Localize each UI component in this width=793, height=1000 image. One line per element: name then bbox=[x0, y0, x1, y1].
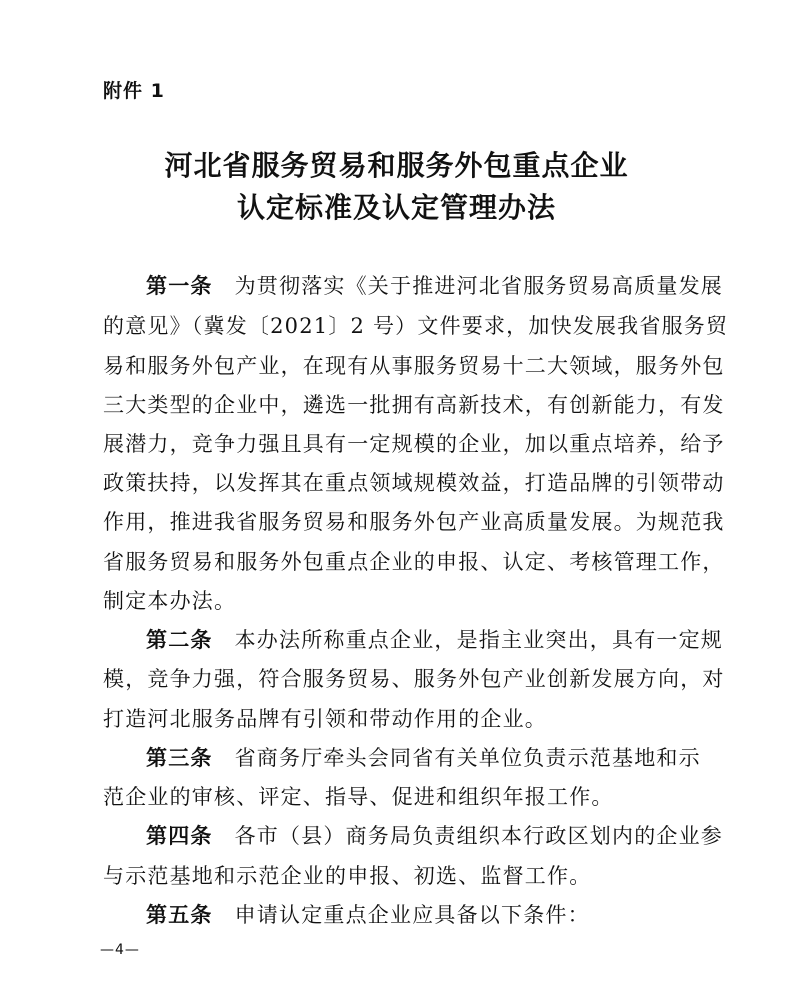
article-1-first-line bbox=[146, 272, 723, 300]
article-1-line: 的意见》（冀发〔2021〕2 号）文件要求，加快发展我省服务贸 bbox=[103, 314, 729, 338]
article-2-first-line bbox=[146, 626, 723, 654]
article-5-label: 第五条 bbox=[146, 903, 213, 927]
article-3-label: 第三条 bbox=[146, 746, 213, 770]
article-5-text: 申请认定重点企业应具备以下条件： bbox=[234, 903, 590, 927]
page-number: —4— bbox=[100, 942, 140, 958]
article-1-text: 为贯彻落实《关于推进河北省服务贸易高质量发展 bbox=[234, 274, 724, 298]
article-2-label: 第二条 bbox=[146, 628, 213, 652]
article-1-line: 制定本办法。 bbox=[103, 589, 237, 613]
article-1-line: 三大类型的企业中，遴选一批拥有高新技术，有创新能力，有发 bbox=[103, 393, 725, 417]
article-1-line: 省服务贸易和服务外包重点企业的申报、认定、考核管理工作， bbox=[103, 550, 725, 574]
article-3-first-line bbox=[146, 744, 701, 772]
article-1-line: 展潜力，竞争力强且具有一定规模的企业，加以重点培养，给予 bbox=[103, 432, 725, 456]
article-4-line: 与示范基地和示范企业的申报、初选、监督工作。 bbox=[103, 864, 592, 888]
attachment-label: 附件 1 bbox=[103, 80, 165, 102]
article-1-line: 政策扶持，以发挥其在重点领域规模效益，打造品牌的引领带动 bbox=[103, 471, 725, 495]
article-2-line: 模，竞争力强，符合服务贸易、服务外包产业创新发展方向，对 bbox=[103, 667, 725, 691]
article-4-label: 第四条 bbox=[146, 824, 213, 848]
article-4-text: 各市（县）商务局负责组织本行政区划内的企业参 bbox=[234, 824, 724, 848]
article-1-line: 易和服务外包产业，在现有从事服务贸易十二大领域，服务外包 bbox=[103, 354, 725, 378]
article-2-line: 打造河北服务品牌有引领和带动作用的企业。 bbox=[103, 707, 547, 731]
article-1-line: 作用，推进我省服务贸易和服务外包产业高质量发展。为规范我 bbox=[103, 510, 725, 534]
article-1-label: 第一条 bbox=[146, 274, 213, 298]
article-3-text: 省商务厅牵头会同省有关单位负责示范基地和示 bbox=[234, 746, 701, 770]
title-line-1: 河北省服务贸易和服务外包重点企业 bbox=[164, 149, 629, 182]
article-5-first-line bbox=[146, 901, 590, 929]
article-3-line: 范企业的审核、评定、指导、促进和组织年报工作。 bbox=[103, 785, 614, 809]
article-2-text: 本办法所称重点企业，是指主业突出，具有一定规 bbox=[234, 628, 724, 652]
title-line-2: 认定标准及认定管理办法 bbox=[236, 191, 556, 224]
article-4-first-line bbox=[146, 822, 723, 850]
